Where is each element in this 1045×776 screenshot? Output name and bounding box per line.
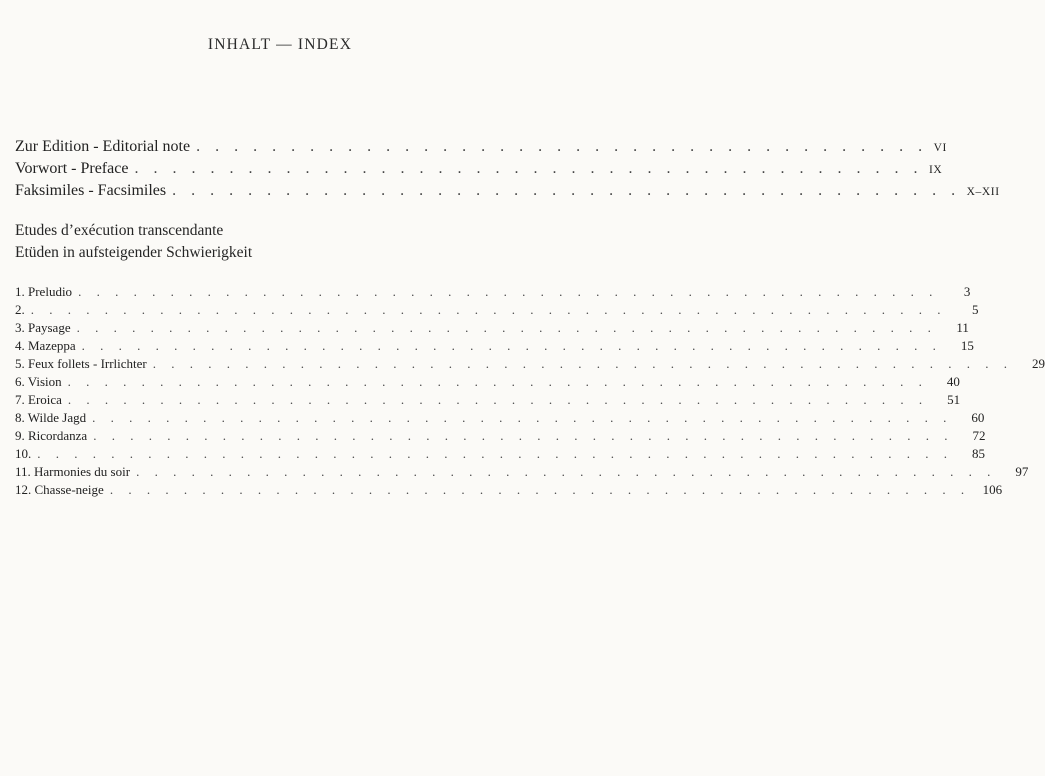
toc-entry-page: 106 [982, 482, 1003, 497]
toc-entry-label: 10. [15, 446, 32, 461]
toc-entry-study-9[interactable] [15, 428, 986, 446]
toc-entry-study-5[interactable] [15, 356, 1045, 374]
toc-entry-label: Zur Edition - Editorial note [15, 138, 191, 155]
toc-entry-study-2[interactable] [15, 302, 979, 320]
toc-entry-page: 97 [1015, 464, 1029, 479]
toc-entry-page: 85 [972, 446, 985, 461]
leader-dots: . . . . . . . . . . . . . . . . . . . . . . . . . . . . . . . . . . . . . . . . . . . . . . . [109, 482, 971, 497]
toc-entry-page: X–XII [966, 186, 1000, 198]
leader-dots: . . . . . . . . . . . . . . . . . . . . . . . . . . . . . . . . . . . . . . . . . . . . . . . . . . [30, 302, 947, 317]
toc-entry-label: 3. Paysage [15, 320, 71, 335]
leader-dots: . . . . . . . . . . . . . . . . . . . . . . . . . . . . . . . . . . . . . . . . . . . . . . . [76, 320, 937, 335]
toc-entry-page: 11 [956, 320, 969, 335]
toc-entry-label: 1. Preludio [15, 284, 73, 299]
toc-entry-page: 15 [960, 338, 974, 353]
leader-dots: . . . . . . . . . . . . . . . . . . . . . . . . . . . . . . . . . . . . . . . . . . [134, 160, 923, 177]
toc-entry-study-3[interactable] [15, 320, 969, 338]
leader-dots: . . . . . . . . . . . . . . . . . . . . . . . . . . . . . . . . . . . . . . . . . . . . . . . [152, 356, 1014, 371]
toc-entry-study-7[interactable] [15, 392, 961, 410]
toc-entry-study-11[interactable] [15, 464, 1029, 482]
leader-dots: . . . . . . . . . . . . . . . . . . . . . . . . . . . . . . . . . . . . . . . . . . . . . . . [78, 284, 939, 299]
toc-entry-page: 60 [971, 410, 985, 425]
toc-entry-label: 11. Harmonies du soir [15, 464, 131, 479]
toc-entry-page: 72 [972, 428, 986, 443]
leader-dots: . . . . . . . . . . . . . . . . . . . . . . . . . . . . . . . . . . . . . . . . . . . . . . . [92, 410, 953, 425]
leader-dots: . . . . . . . . . . . . . . . . . . . . . . . . . . . . . . . . . . . . . . . . . . . . . . . [67, 392, 929, 407]
toc-entry-study-4[interactable] [15, 338, 974, 356]
section-title-german: Etüden in aufsteigender Schwierigkeit [15, 244, 253, 261]
toc-entry-study-12[interactable] [15, 482, 1003, 500]
toc-entry-label: 12. Chasse-neige [15, 482, 104, 497]
page-title: INHALT — INDEX [207, 36, 353, 53]
leader-dots: . . . . . . . . . . . . . . . . . . . . . . . . . . . . . . . . . . . . . . . . . . . . . . . [93, 428, 954, 443]
toc-entry-editorial-note[interactable] [15, 138, 947, 160]
toc-entry-preface[interactable] [15, 160, 943, 182]
toc-entry-label: 5. Feux follets - Irrlichter [15, 356, 147, 371]
toc-entry-page: VI [933, 142, 947, 154]
toc-entry-facsimiles[interactable] [15, 182, 1000, 204]
toc-entry-page: 5 [972, 302, 979, 317]
toc-entry-label: 8. Wilde Jagd [15, 410, 87, 425]
toc-entry-page: IX [928, 164, 943, 176]
toc-entry-page: 51 [947, 392, 961, 407]
leader-dots: . . . . . . . . . . . . . . . . . . . . . . . . . . . . . . . . . . . . . . . . . . . . . . . [81, 338, 942, 353]
toc-entry-label: 2. [15, 302, 25, 317]
leader-dots: . . . . . . . . . . . . . . . . . . . . . . . . . . . . . . . . . . . . . . . . . . [172, 182, 961, 199]
toc-entry-page: 40 [946, 374, 960, 389]
toc-entry-study-8[interactable] [15, 410, 985, 428]
leader-dots: . . . . . . . . . . . . . . . . . . . . . . . . . . . . . . . . . . . . . . . [196, 138, 928, 155]
toc-entry-label: 4. Mazeppa [15, 338, 76, 353]
toc-entry-label: 6. Vision [15, 374, 62, 389]
leader-dots: . . . . . . . . . . . . . . . . . . . . . . . . . . . . . . . . . . . . . . . . . . . . . . . . . . [37, 446, 953, 461]
toc-entry-study-6[interactable] [15, 374, 960, 392]
toc-entry-page: 29 [1032, 356, 1045, 371]
toc-entry-study-10[interactable] [15, 446, 985, 464]
toc-entry-label: Faksimiles - Facsimiles [15, 182, 167, 199]
toc-entry-label: 7. Eroica [15, 392, 62, 407]
toc-entry-page: 3 [963, 284, 971, 299]
toc-entry-label: Vorwort - Preface [15, 160, 129, 177]
section-title-french: Etudes d’exécution transcendante [15, 222, 224, 239]
leader-dots: . . . . . . . . . . . . . . . . . . . . . . . . . . . . . . . . . . . . . . . . . . . . . . . [136, 464, 997, 479]
toc-entry-label: 9. Ricordanza [15, 428, 88, 443]
leader-dots: . . . . . . . . . . . . . . . . . . . . . . . . . . . . . . . . . . . . . . . . . . . . . . . [67, 374, 928, 389]
toc-entry-study-1[interactable] [15, 284, 971, 302]
